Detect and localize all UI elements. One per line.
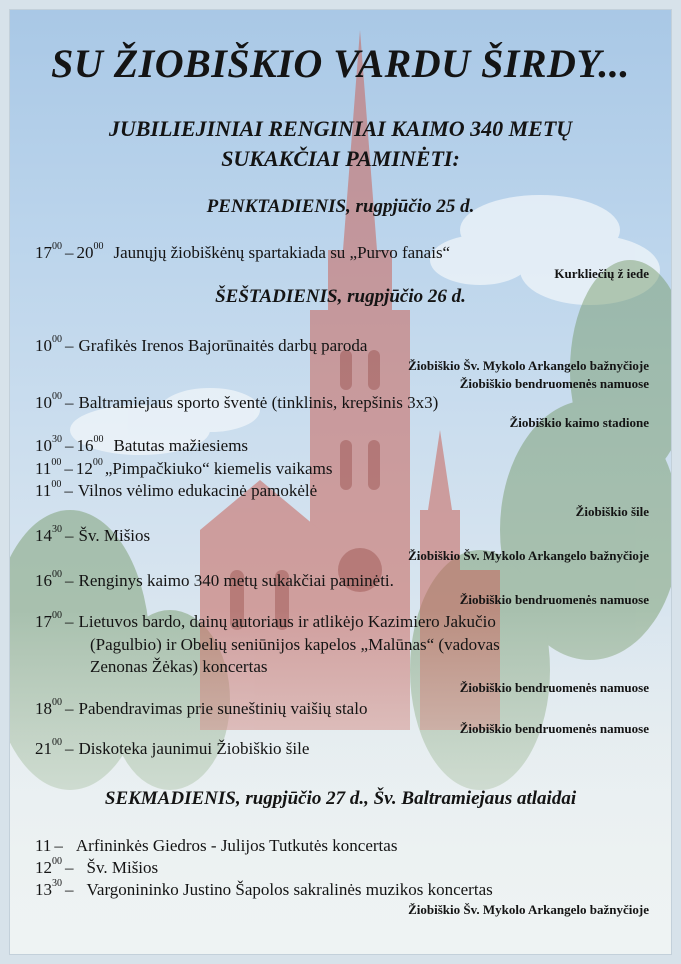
event-title: Šv. Mišios: [78, 526, 151, 545]
event-time: $13^{30}$ –: [35, 878, 74, 899]
event-title: Renginys kaimo 340 metų sukakčiai paminėti.: [78, 571, 394, 590]
day-name: ŠEŠTADIENIS,: [215, 286, 343, 307]
event-row: [35, 242, 655, 264]
event-title: Arfininkės Giedros - Julijos Tutkutės koncertas: [75, 836, 398, 855]
event-row: [35, 570, 655, 592]
event-time: $21^{00}$ –: [35, 737, 74, 758]
event-row: [35, 525, 655, 547]
event-title: Vargonininko Justino Šapolos sakralinės muzikos koncertas: [86, 880, 493, 899]
event-row: [35, 835, 655, 857]
event-time: $12^{00}$ –: [35, 856, 74, 877]
event-time: $11^{00}$ –: [35, 479, 73, 500]
event-title: Jaunųjų žiobiškėnų spartakiada su „Purvo fanais“: [113, 243, 451, 262]
event-row: [35, 738, 655, 760]
event-time: $11^{00} - 12^{00}$: [35, 457, 103, 478]
event-location: Žiobiškio bendruomenės namuose: [459, 721, 649, 736]
day-name: PENKTADIENIS,: [206, 196, 351, 217]
event-location: Žiobiškio bendruomenės namuose: [459, 376, 649, 391]
event-time: $10^{00}$ –: [35, 391, 74, 412]
subtitle-line-2: SUKAKČIAI PAMINĖTI:: [221, 146, 460, 171]
event-row: [35, 335, 655, 357]
event-title: „Pimpačkiuko“ kiemelis vaikams: [104, 459, 333, 478]
day-heading-friday: [10, 196, 671, 218]
event-title: Pabendravimas prie suneštinių vaišių stalo: [78, 699, 368, 718]
event-location: Žiobiškio Šv. Mykolo Arkangelo bažnyčioje: [408, 902, 649, 917]
event-time: $10^{30} - 16^{00}$: [35, 434, 104, 455]
event-location: Žiobiškio bendruomenės namuose: [459, 592, 649, 607]
poster: [10, 10, 671, 954]
event-row: [35, 879, 655, 901]
day-date: rugpjūčio 26 d.: [347, 286, 466, 307]
event-title: Baltramiejaus sporto šventė (tinklinis, krepšinis 3x3): [78, 393, 439, 412]
event-title-continued: (Pagulbio) ir Obelių seniūnijos kapelos „Malūnas“ (vadovas: [90, 635, 500, 654]
event-time: $14^{30}$ –: [35, 524, 74, 545]
event-time: $17^{00} - 20^{00}$: [35, 241, 104, 262]
subtitle: [10, 114, 671, 174]
event-location: Žiobiškio bendruomenės namuose: [459, 680, 649, 695]
event-time: $16^{00}$ –: [35, 569, 74, 590]
event-row: [35, 435, 655, 457]
event-location: Žiobiškio šile: [575, 504, 649, 519]
event-row: [35, 480, 655, 502]
event-time: $10^{00}$ –: [35, 334, 74, 355]
day-date: rugpjūčio 25 d.: [355, 196, 475, 217]
event-row: [35, 392, 655, 414]
day-name: SEKMADIENIS,: [104, 788, 241, 809]
event-row: [35, 698, 655, 720]
day-date: rugpjūčio 27 d., Šv. Baltramiejaus atlaidai: [245, 788, 577, 809]
event-row: [35, 611, 655, 633]
event-title: Diskoteka jaunimui Žiobiškio šile: [78, 739, 310, 758]
event-title-continued: Zenonas Žėkas) koncertas: [90, 657, 268, 676]
event-location: Žiobiškio Šv. Mykolo Arkangelo bažnyčioje: [408, 358, 649, 373]
event-title: Batutas mažiesiems: [113, 436, 249, 455]
event-title: Lietuvos bardo, dainų autoriaus ir atlikėjo Kazimiero Jakučio: [78, 612, 496, 631]
event-location: Kurkliečių ž iede: [554, 266, 649, 281]
event-row: [35, 857, 655, 879]
event-time: $17^{00}$ –: [35, 610, 74, 631]
event-row: [35, 458, 655, 480]
day-heading-saturday: [10, 286, 671, 308]
poster-title: SU ŽIOBIŠKIO VARDU ŠIRDY...: [51, 41, 630, 86]
subtitle-line-1: JUBILIEJINIAI RENGINIAI KAIMO 340 METŲ: [108, 116, 573, 141]
event-title: Grafikės Irenos Bajorūnaitės darbų paroda: [78, 336, 368, 355]
event-location: Žiobiškio Šv. Mykolo Arkangelo bažnyčioje: [408, 548, 649, 563]
event-time: $18^{00}$ –: [35, 697, 74, 718]
event-location: Žiobiškio kaimo stadione: [509, 415, 649, 430]
schedule-content: [10, 10, 671, 954]
event-time: 11 –: [35, 836, 63, 855]
event-title: Vilnos vėlimo edukacinė pamokėlė: [77, 481, 318, 500]
day-heading-sunday: [10, 788, 671, 810]
event-title: Šv. Mišios: [86, 858, 159, 877]
